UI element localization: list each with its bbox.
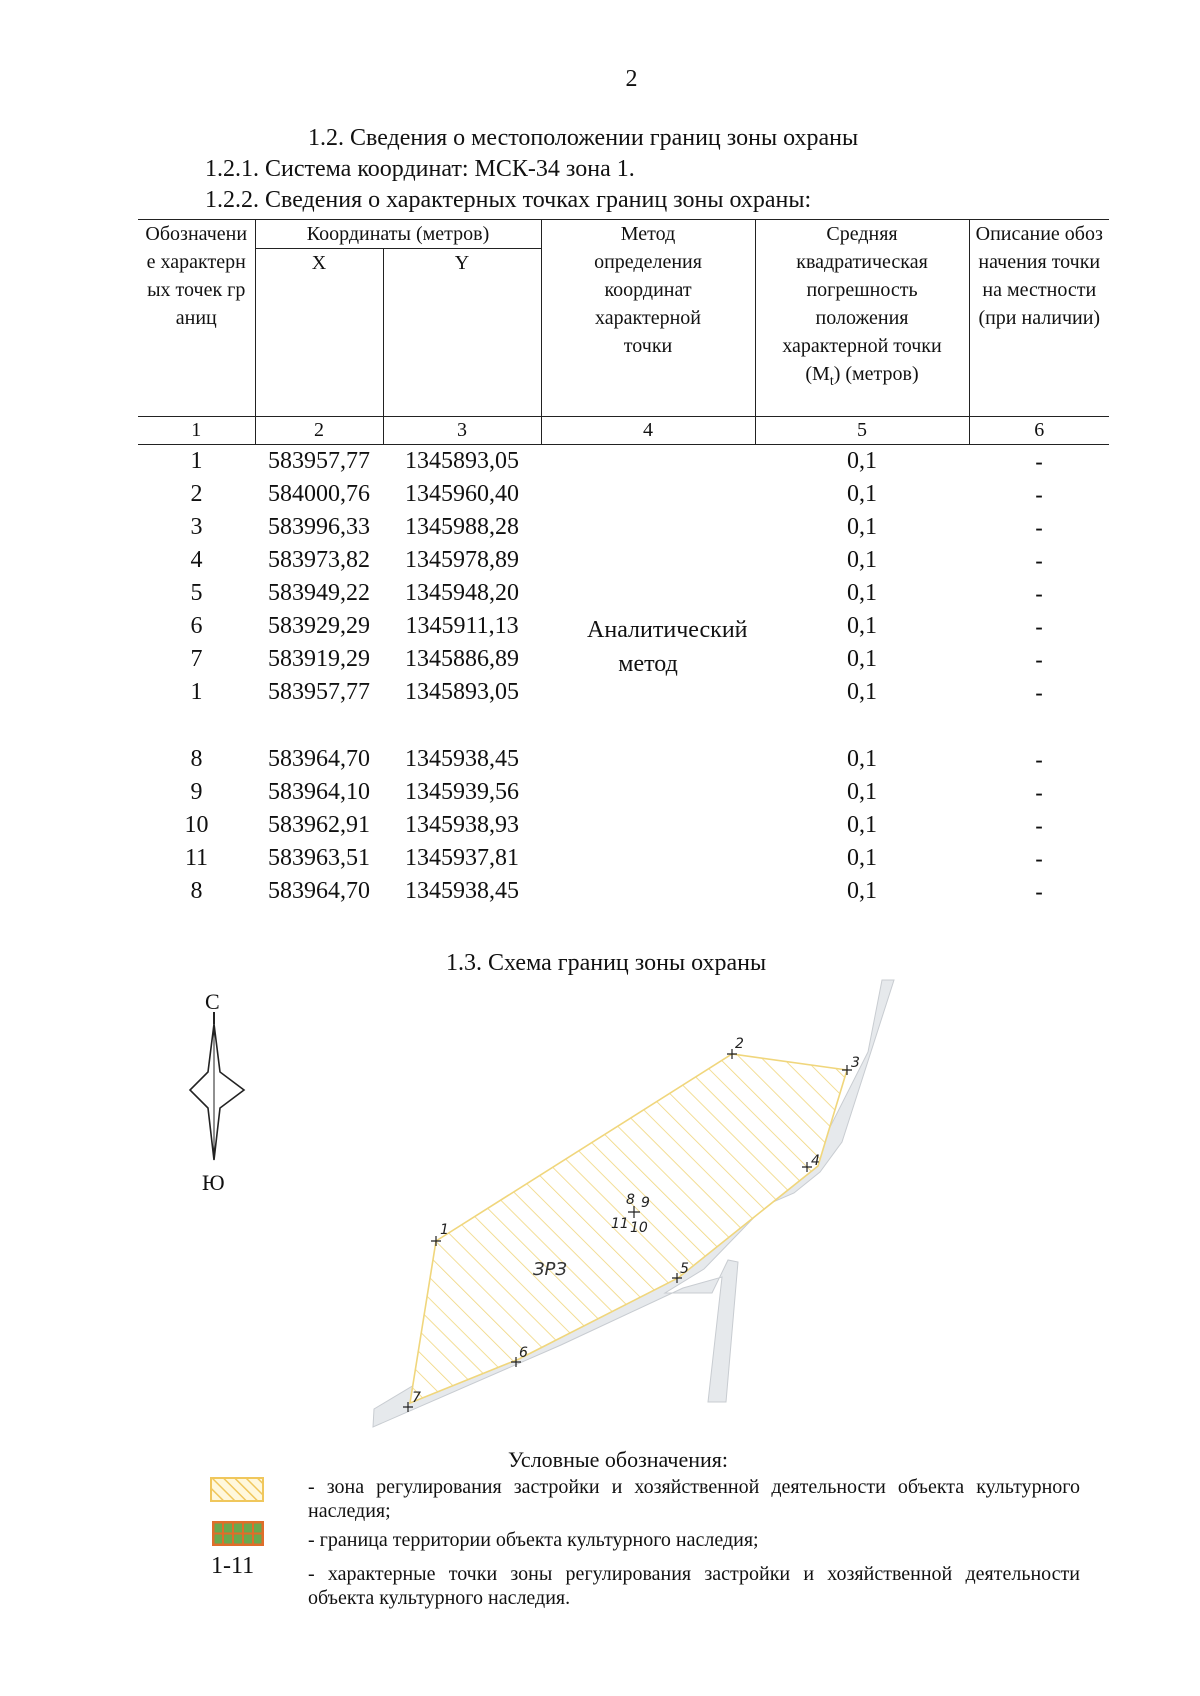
header-method: Метод определения координат характерной точки [541, 220, 755, 417]
error-value: 0,1 [847, 746, 878, 772]
legend-points-text: - характерные точки зоны регулирования застройки и хозяйственной деятельности объекта культурного наследия. [308, 1563, 1080, 1609]
error-value: 0,1 [847, 580, 878, 606]
coordinate-x: 583996,33 [268, 514, 370, 540]
column-number: 3 [383, 417, 541, 445]
coordinate-y: 1345886,89 [405, 646, 519, 672]
error-value: 0,1 [847, 481, 878, 507]
point-number: 4 [190, 547, 203, 573]
point-number: 10 [184, 812, 209, 838]
point-description: - [1035, 515, 1043, 540]
legend-title: Условные обозначения: [508, 1447, 729, 1472]
coordinate-x: 583973,82 [268, 547, 370, 573]
point-number: 8 [190, 746, 203, 772]
coordinate-y: 1345937,81 [405, 845, 519, 871]
section-heading-1-2: 1.2. Сведения о местоположении границ зоны охраны [308, 125, 859, 151]
svg-text:3: 3 [851, 1055, 860, 1071]
point-number: 1 [190, 679, 203, 705]
legend-border-text: - граница территории объекта культурного наследия; [308, 1529, 759, 1551]
point-number: 2 [190, 481, 203, 507]
point-description: - [1035, 813, 1043, 838]
header-coordinates: Координаты (метров) [255, 220, 541, 249]
point-description: - [1035, 747, 1043, 772]
error-value: 0,1 [847, 779, 878, 805]
svg-text:2: 2 [735, 1036, 744, 1052]
coordinate-x: 583963,51 [268, 845, 370, 871]
point-number: 9 [190, 779, 203, 805]
svg-text:5: 5 [680, 1261, 689, 1277]
coordinate-y: 1345978,89 [405, 547, 519, 573]
coordinate-x: 583929,29 [268, 613, 370, 639]
header-y: Y [383, 249, 541, 417]
legend-zone-text: - зона регулирования застройки и хозяйственной деятельности объекта культурного наследия; [308, 1476, 1080, 1522]
point-number: 7 [190, 646, 203, 672]
header-error-subscript: t [829, 374, 834, 389]
legend-border-swatch [212, 1521, 264, 1546]
coordinate-y: 1345938,93 [405, 812, 519, 838]
svg-text:10: 10 [630, 1220, 648, 1236]
point-number: 1 [190, 448, 203, 474]
svg-text:4: 4 [811, 1153, 820, 1169]
coordinate-x: 583919,29 [268, 646, 370, 672]
coordinate-x: 584000,76 [268, 481, 370, 507]
legend-zone-swatch [210, 1477, 264, 1502]
point-number: 3 [190, 514, 203, 540]
coordinate-y: 1345893,05 [405, 679, 519, 705]
coordinate-x: 583949,22 [268, 580, 370, 606]
column-number: 4 [541, 417, 755, 445]
svg-text:7: 7 [412, 1390, 421, 1406]
error-value: 0,1 [847, 878, 878, 904]
point-description: - [1035, 614, 1043, 639]
point-number: 6 [190, 613, 203, 639]
point-description: - [1035, 846, 1043, 871]
column-number: 5 [755, 417, 969, 445]
header-x: X [255, 249, 383, 417]
error-value: 0,1 [847, 679, 878, 705]
south-label: Ю [202, 1170, 225, 1195]
error-value: 0,1 [847, 514, 878, 540]
point-number: 8 [190, 878, 203, 904]
header-point: Обозначение характерных точек границ [138, 220, 255, 417]
page-number: 2 [625, 66, 638, 92]
coordinate-x: 583964,70 [268, 746, 370, 772]
zone-label: ЗРЗ [533, 1259, 567, 1280]
point-description: - [1035, 449, 1043, 474]
column-number: 1 [138, 417, 255, 445]
coordinate-y: 1345911,13 [405, 613, 519, 639]
coordinate-x: 583964,10 [268, 779, 370, 805]
coordinate-y: 1345938,45 [405, 746, 519, 772]
svg-text:9: 9 [641, 1195, 650, 1211]
header-description: Описание обозначения точки на местности (при наличии) [969, 220, 1109, 417]
point-number: 11 [184, 845, 209, 871]
legend-points-label: 1-11 [211, 1553, 255, 1579]
point-description: - [1035, 548, 1043, 573]
coordinate-x: 583964,70 [268, 878, 370, 904]
point-description: - [1035, 647, 1043, 672]
coordinate-x: 583957,77 [268, 448, 370, 474]
svg-text:8: 8 [626, 1192, 635, 1208]
column-number: 6 [969, 417, 1109, 445]
point-description: - [1035, 482, 1043, 507]
coordinate-x: 583962,91 [268, 812, 370, 838]
section-heading-1-2-2: 1.2.2. Сведения о характерных точках границ зоны охраны: [205, 187, 812, 213]
method-cell: Аналитический метод [587, 616, 748, 677]
error-value: 0,1 [847, 646, 878, 672]
header-error-unit: ) (метров) [833, 363, 919, 385]
svg-text:1: 1 [440, 1222, 449, 1238]
coordinate-y: 1345938,45 [405, 878, 519, 904]
coordinate-y: 1345960,40 [405, 481, 519, 507]
north-label: С [205, 989, 220, 1014]
coordinate-y: 1345948,20 [405, 580, 519, 606]
error-value: 0,1 [847, 448, 878, 474]
header-error-text: Средняя квадратическая погрешность положения характерной точки (M [782, 223, 942, 385]
svg-text:11: 11 [611, 1216, 629, 1232]
section-heading-1-3: 1.3. Схема границ зоны охраны [446, 950, 767, 976]
point-description: - [1035, 680, 1043, 705]
error-value: 0,1 [847, 613, 878, 639]
coordinate-y: 1345893,05 [405, 448, 519, 474]
column-number: 2 [255, 417, 383, 445]
point-description: - [1035, 879, 1043, 904]
north-arrow-icon [190, 989, 244, 1195]
coordinate-y: 1345939,56 [405, 779, 519, 805]
coordinate-y: 1345988,28 [405, 514, 519, 540]
error-value: 0,1 [847, 812, 878, 838]
point-number: 5 [190, 580, 203, 606]
coordinate-x: 583957,77 [268, 679, 370, 705]
point-description: - [1035, 581, 1043, 606]
error-value: 0,1 [847, 547, 878, 573]
error-value: 0,1 [847, 845, 878, 871]
svg-text:6: 6 [519, 1345, 528, 1361]
point-description: - [1035, 780, 1043, 805]
section-heading-1-2-1: 1.2.1. Система координат: МСК-34 зона 1. [205, 156, 635, 182]
